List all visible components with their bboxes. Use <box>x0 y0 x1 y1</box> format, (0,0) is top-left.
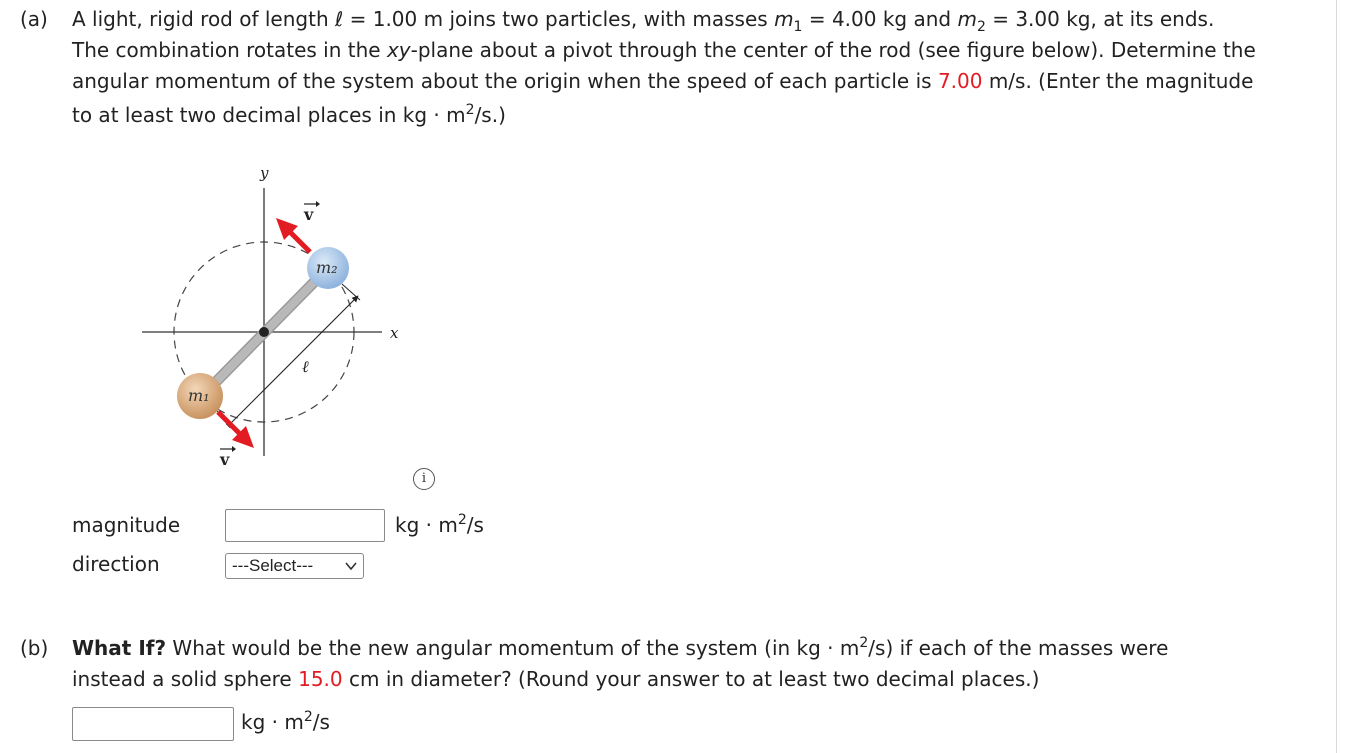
svg-text:v: v <box>304 205 314 224</box>
direction-selected-value: ---Select--- <box>232 556 314 575</box>
v-label-top <box>303 201 320 224</box>
y-axis-label: y <box>260 164 269 182</box>
rotating-rod-figure <box>130 160 420 490</box>
diameter-value: 15.0 <box>298 667 343 691</box>
length-dimension-arrow <box>232 296 358 422</box>
part-b-answer-input[interactable] <box>72 707 234 741</box>
right-border <box>1336 0 1337 753</box>
v-label-bottom <box>219 446 236 469</box>
chevron-down-icon <box>345 560 357 572</box>
info-icon[interactable]: i <box>413 468 435 490</box>
svg-text:v: v <box>220 450 230 469</box>
part-b-question <box>72 633 1332 695</box>
part-a-label: (a) <box>20 7 48 31</box>
part-a-line-3: angular momentum of the system about the origin when the speed of each particle is 7.00 m/s. (Enter the magnitude <box>72 69 1254 93</box>
part-b-line-1: What If? What would be the new angular momentum of the system (in kg · $m^2/s$) if each of the masses were <box>72 635 1169 660</box>
part-b-unit: kg · $m^2/s$ <box>241 709 330 734</box>
magnitude-label: magnitude <box>72 513 181 537</box>
direction-select[interactable] <box>225 553 364 579</box>
pivot-point <box>259 327 269 337</box>
magnitude-input[interactable] <box>225 509 385 542</box>
x-axis-label: x <box>390 324 399 342</box>
speed-value: 7.00 <box>937 69 983 93</box>
part-a-line-1: A light, rigid rod of length ℓ = 1.00 m joins two particles, with masses $m_1 = 4.00$ kg and $m_2 = 3.00$ kg, at its ends. <box>72 7 1215 35</box>
part-b-line-2: instead a solid sphere 15.0 cm in diameter? (Round your answer to at least two decimal places.) <box>72 667 1040 691</box>
part-a-question <box>72 4 1332 131</box>
magnitude-unit: kg · $m^2/s$ <box>395 512 484 537</box>
direction-label: direction <box>72 552 160 576</box>
length-label: ℓ <box>302 357 309 376</box>
part-a-line-4: to at least two decimal places in kg · $m^2/s$.) <box>72 102 506 127</box>
part-b-label: (b) <box>20 636 49 660</box>
part-a-line-2: The combination rotates in the xy-plane about a pivot through the center of the rod (see figure below). Determine the <box>72 38 1256 62</box>
m1-label: m₁ <box>188 386 210 405</box>
m2-label: m₂ <box>316 258 338 277</box>
